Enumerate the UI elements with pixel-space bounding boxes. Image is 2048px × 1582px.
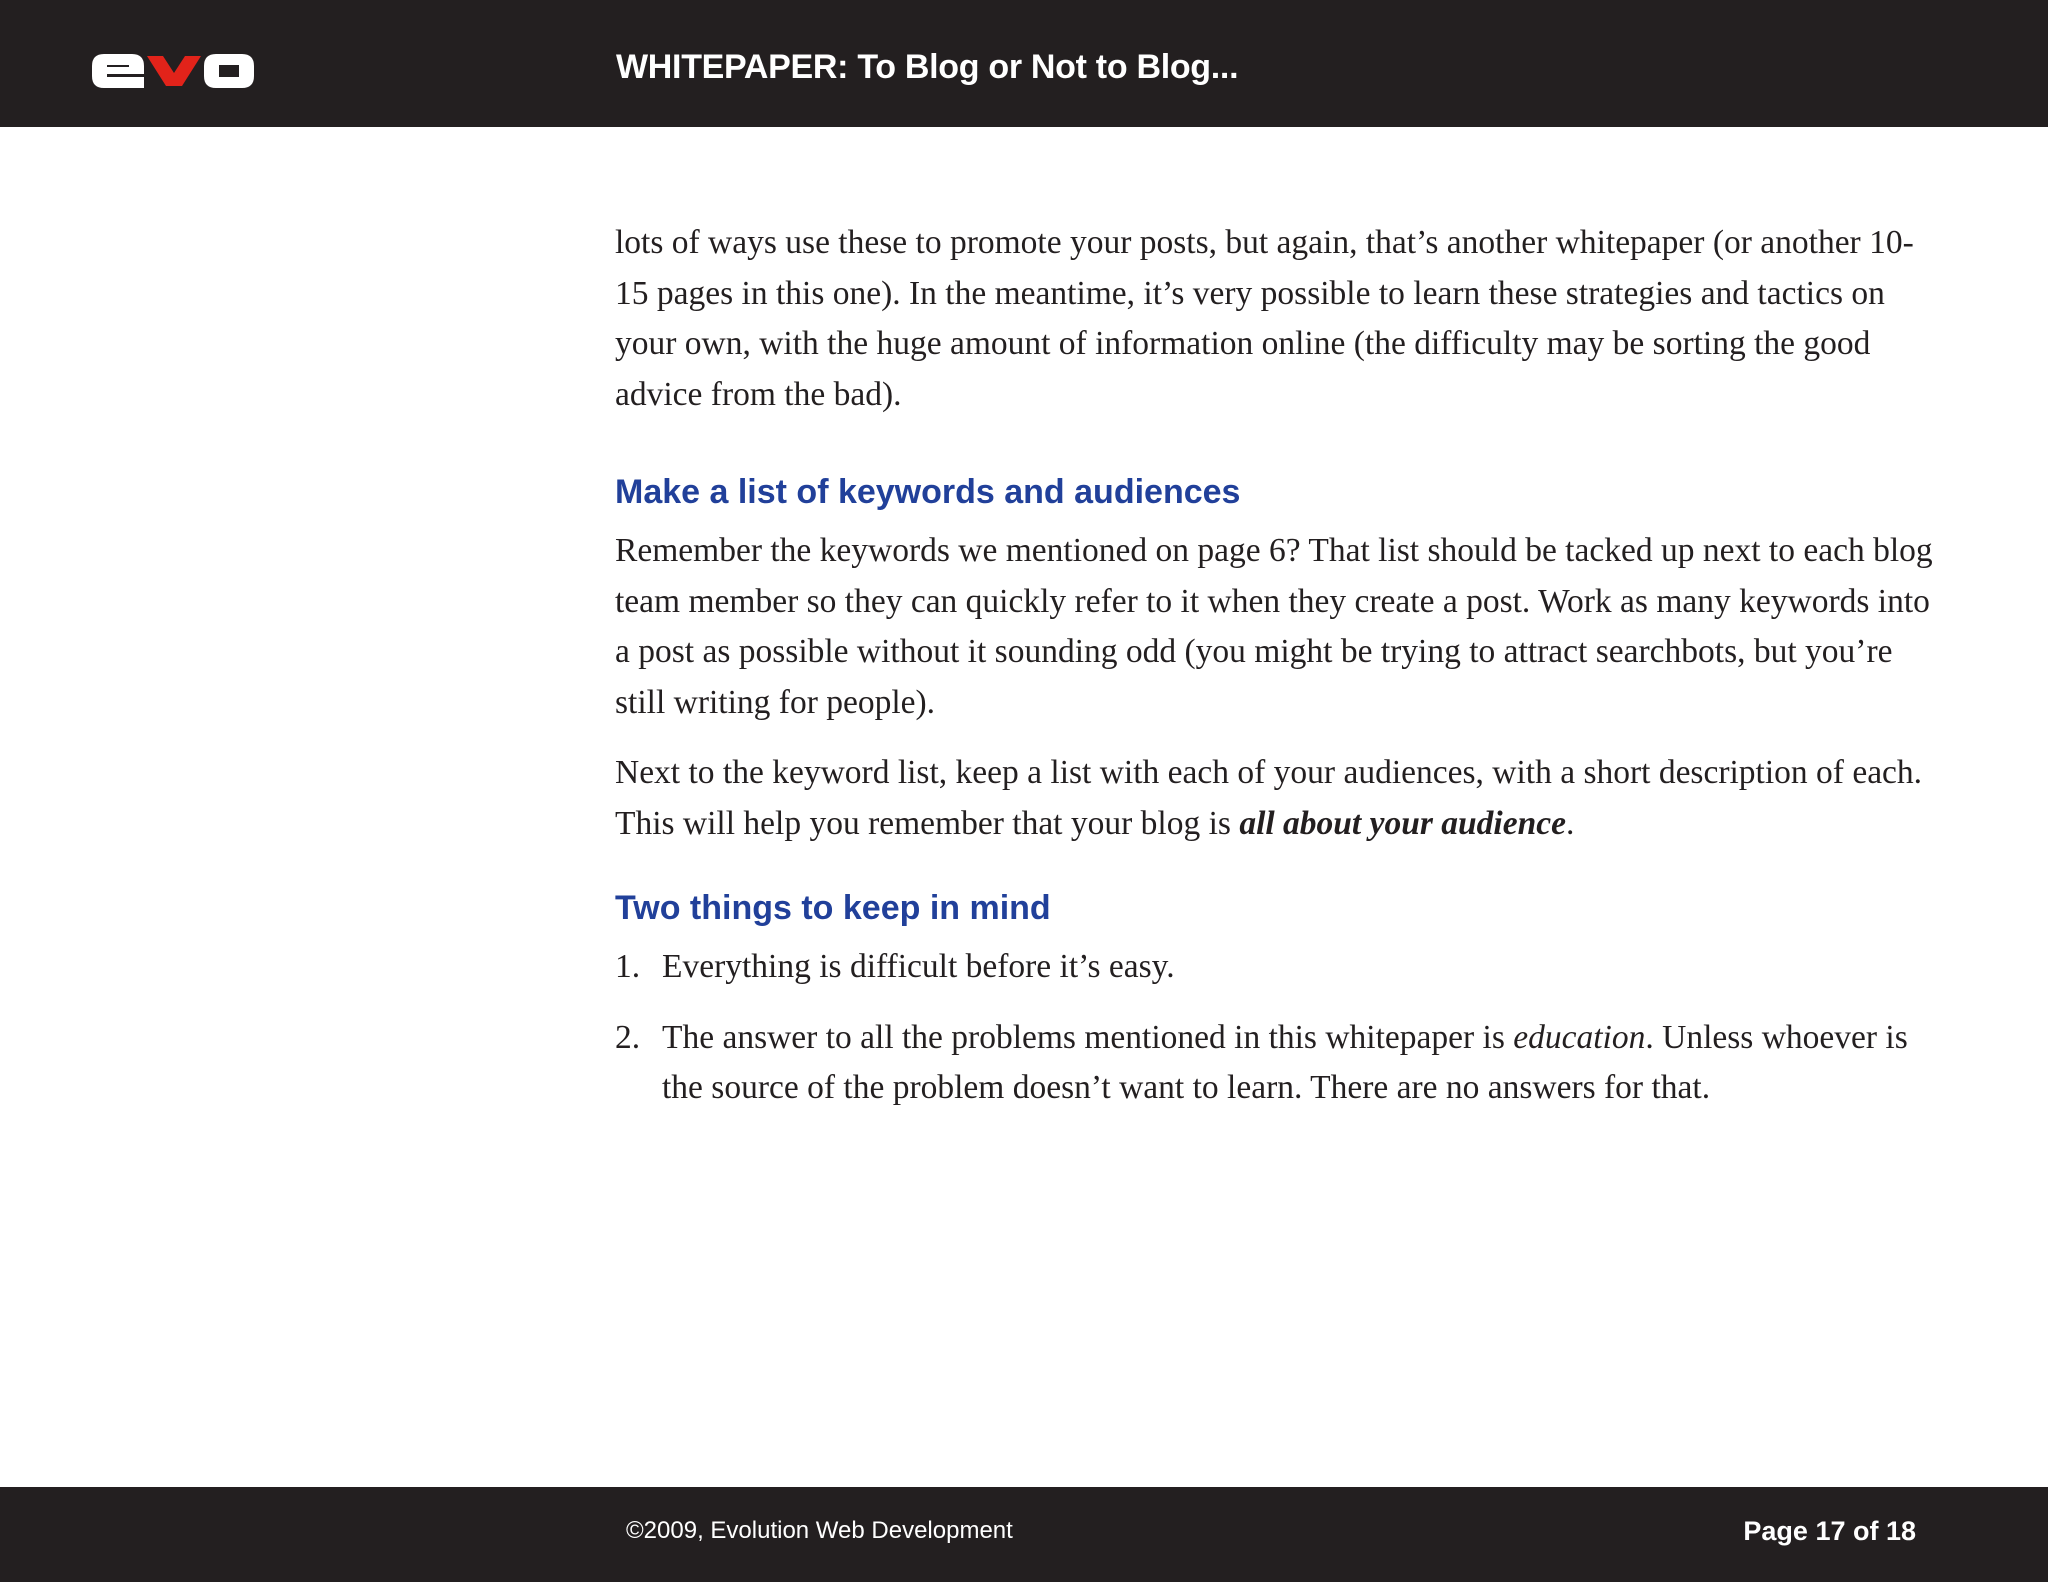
header-bar — [0, 0, 2048, 127]
intro-paragraph: lots of ways use these to promote your posts, but again, that’s another whitepaper (or another 10-15 pages in this one). In the meantime, it’s very possible to learn these strategies and tactics on your own, with the huge amount of information online (the difficulty may be sorting the good advice from the bad). — [615, 224, 1914, 413]
document-title: WHITEPAPER: To Blog or Not to Blog... — [616, 48, 1239, 86]
audiences-text-end: . — [1565, 804, 1575, 842]
copyright-notice: ©2009, Evolution Web Development — [626, 1517, 1013, 1544]
page-number: Page 17 of 18 — [1743, 1516, 1916, 1546]
list-item — [615, 1013, 1945, 1114]
audiences-text: Next to the keyword list, keep a list with each of your audiences, with a short description of each. This will help you remember that your blog is — [615, 754, 1923, 842]
list-item — [615, 942, 1945, 993]
audiences-emphasis: all about your audience — [1239, 804, 1566, 842]
audiences-paragraph — [615, 748, 1945, 849]
page-content — [615, 218, 1945, 1134]
keywords-paragraph: Remember the keywords we mentioned on page 6? That list should be tacked up next to each blog team member so they can quickly refer to it when they create a post. Work as many keywords into a post as possible without it sounding odd (you might be trying to attract searchbots, but you’re still writing for people). — [615, 532, 1933, 721]
list-item-number: 2. — [615, 1018, 641, 1056]
list-item-text: The answer to all the problems mentioned in this whitepaper is — [662, 1018, 1514, 1056]
logo-letter-v — [147, 56, 201, 86]
list-item-text-end: . Unless whoever is the source of the problem doesn’t want to learn. There are no answers for that. — [662, 1018, 1908, 1106]
logo-letter-o — [204, 54, 254, 88]
numbered-list — [615, 942, 1945, 1114]
section-heading-keywords: Make a list of keywords and audiences — [615, 473, 1241, 511]
logo-letter-e — [92, 54, 144, 88]
evo-logo — [92, 54, 254, 88]
section-heading-two-things: Two things to keep in mind — [615, 889, 1051, 927]
list-item-text: Everything is difficult before it’s easy. — [662, 948, 1175, 985]
list-item-emphasis: education — [1513, 1018, 1646, 1056]
footer-bar — [0, 1487, 2048, 1582]
list-item-number: 1. — [615, 948, 641, 985]
